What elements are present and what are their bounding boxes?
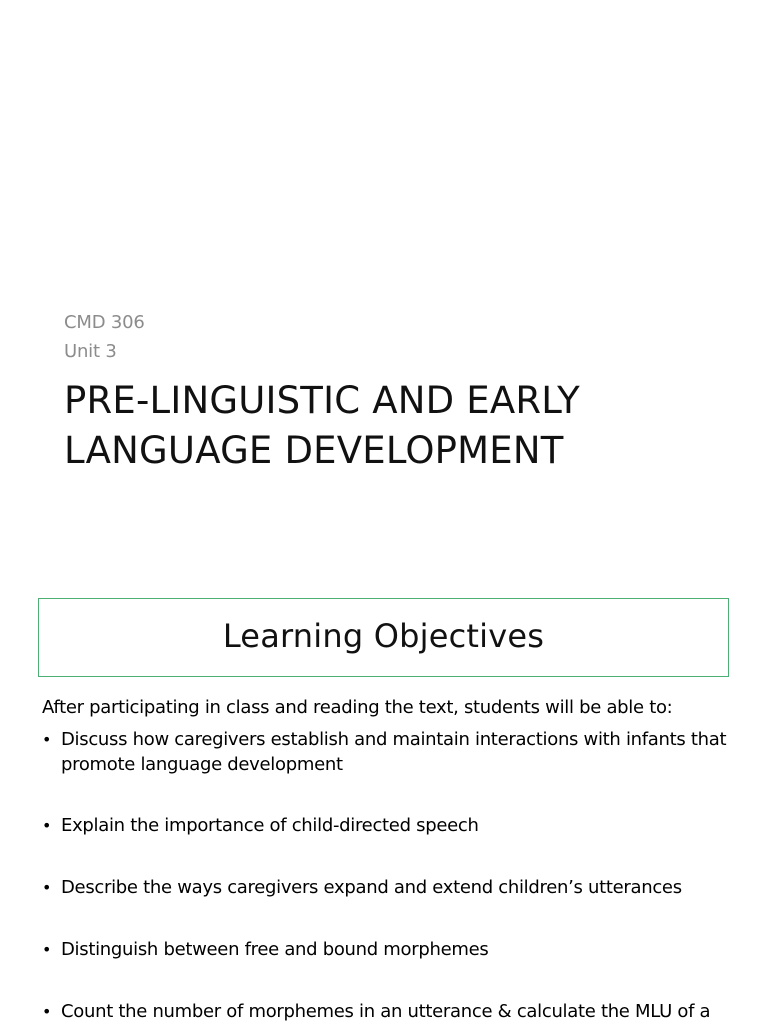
objective-item [42,937,732,962]
objectives-intro: After participating in class and reading the text, students will be able to: [42,697,673,718]
bullet-icon: • [42,878,52,897]
objective-text: Discuss how caregivers establish and maintain interactions with infants that promote language development [61,729,727,775]
objective-text: Distinguish between free and bound morphemes [61,939,489,960]
objective-text: Count the number of morphemes in an utterance & calculate the MLU of a [61,1001,711,1022]
course-code: CMD 306 [64,312,145,333]
objective-item [42,813,732,838]
unit-label: Unit 3 [64,341,117,362]
slide-title [64,376,744,476]
bullet-icon: • [42,730,52,749]
bullet-icon: • [42,940,52,959]
bullet-icon: • [42,1002,52,1021]
bullet-icon: • [42,816,52,835]
objective-text: Describe the ways caregivers expand and extend children’s utterances [61,877,682,898]
objectives-heading: Learning Objectives [222,616,545,655]
title-line-2: LANGUAGE DEVELOPMENT [64,429,564,472]
objective-text: Explain the importance of child-directed speech [61,815,479,836]
objective-item [42,999,732,1024]
objectives-heading-box [38,598,729,677]
objective-item [42,875,732,900]
objective-item [42,727,732,777]
title-line-1: PRE-LINGUISTIC AND EARLY [64,379,580,422]
